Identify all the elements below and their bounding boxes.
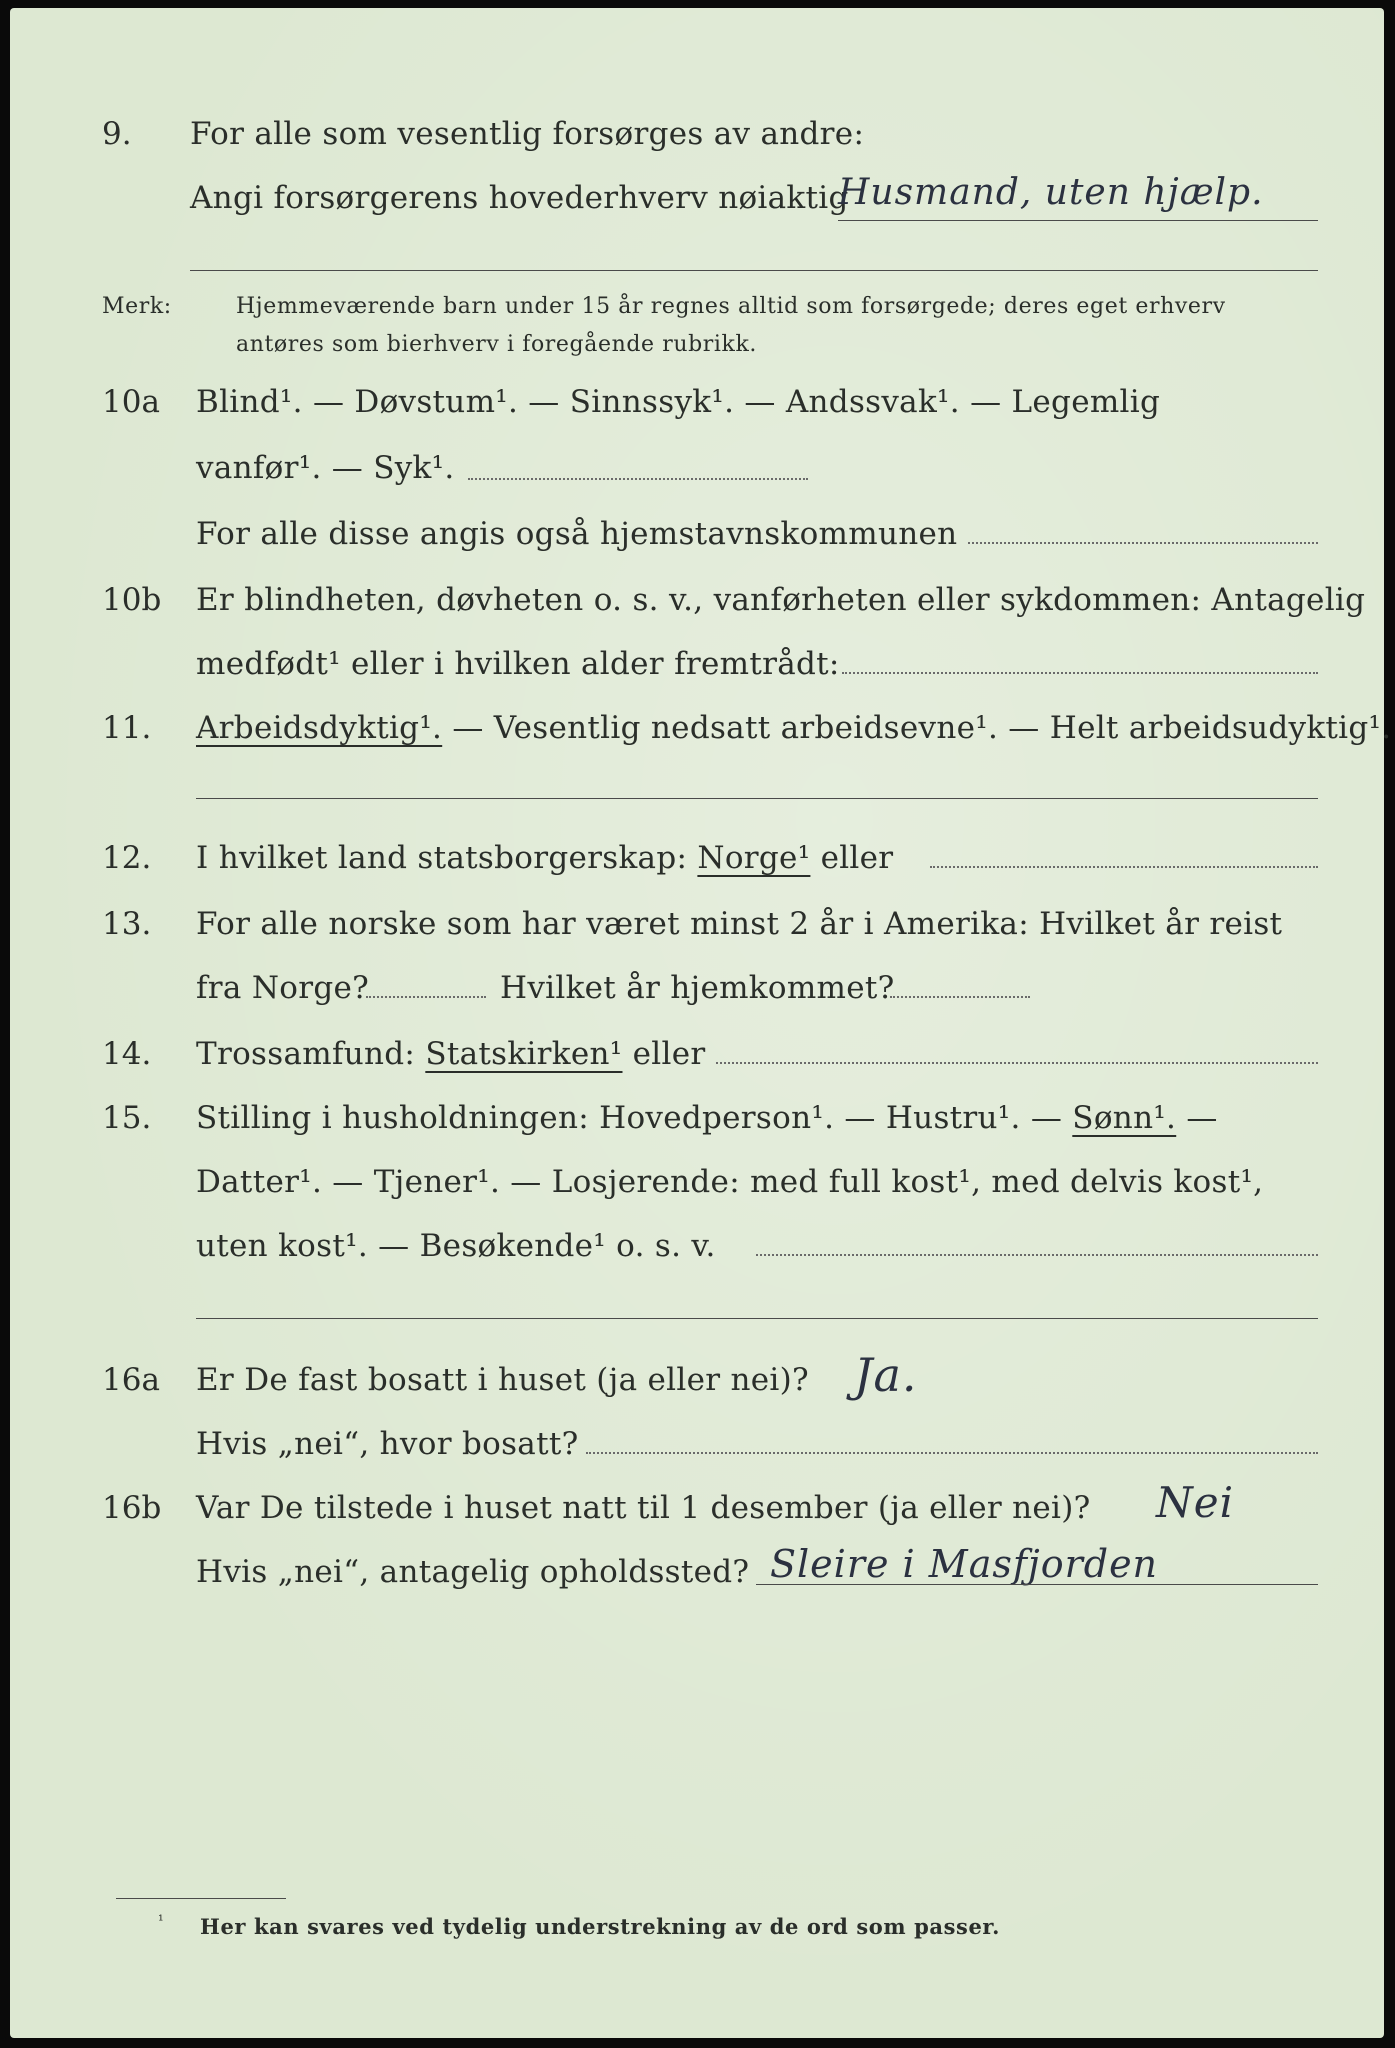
q15-line1-start: Stilling i husholdningen: Hovedperson¹. — Hustru¹. —: [196, 1100, 1073, 1136]
q10b-line1: Er blindheten, døvheten o. s. v., vanførheten eller sykdommen: Antagelig: [196, 582, 1366, 618]
q10a-line2-dots: [468, 478, 808, 480]
q11-rest: — Vesentlig nedsatt arbeidsevne¹. — Helt arbeidsudyktig¹.: [442, 710, 1392, 746]
q13-line1: For alle norske som har været minst 2 år i Amerika: Hvilket år reist: [196, 906, 1283, 942]
q14-underlined-option: Statskirken¹: [425, 1036, 623, 1072]
q14-eller: eller: [622, 1036, 706, 1072]
q14-number: 14.: [102, 1036, 152, 1072]
q15-blank-line: [196, 1318, 1318, 1319]
footnote-rule: [116, 1898, 286, 1899]
q12-underlined-option: Norge¹: [697, 840, 811, 876]
q16a-line2: Hvis „nei“, hvor bosatt?: [196, 1426, 579, 1462]
q14-dots: [716, 1062, 1318, 1064]
q11-number: 11.: [102, 710, 152, 746]
q16a-line1: Er De fast bosatt i huset (ja eller nei)?: [196, 1362, 809, 1398]
q16b-line2: Hvis „nei“, antagelig opholdssted?: [196, 1554, 750, 1590]
q16b-number: 16b: [102, 1490, 162, 1526]
q9-answer-line: [838, 220, 1318, 221]
q16b-answer-line: [756, 1584, 1318, 1585]
q15-dots: [756, 1254, 1318, 1256]
q16b-handwritten-answer1: Nei: [1156, 1478, 1235, 1527]
q15-number: 15.: [102, 1100, 152, 1136]
q9-number: 9.: [102, 116, 132, 152]
merk-line2: antøres som bierhverv i foregående rubrikk.: [236, 332, 758, 357]
q13-line2a: fra Norge?: [196, 970, 370, 1006]
q12-eller: eller: [810, 840, 894, 876]
q15-line1: [196, 1100, 1218, 1136]
q16b-handwritten-answer2: Sleire i Masfjorden: [770, 1542, 1159, 1586]
q12-question: I hvilket land statsborgerskap:: [196, 840, 698, 876]
q13-number: 13.: [102, 906, 152, 942]
q10b-number: 10b: [102, 582, 162, 618]
q15-line3: uten kost¹. — Besøkende¹ o. s. v.: [196, 1228, 716, 1264]
q11-text: [196, 710, 1391, 746]
merk-line1: Hjemmeværende barn under 15 år regnes alltid som forsørgede; deres eget erhverv: [236, 294, 1226, 319]
q14-question: Trossamfund:: [196, 1036, 426, 1072]
q10b-line2: medfødt¹ eller i hvilken alder fremtrådt:: [196, 646, 840, 682]
q11-blank-line: [196, 798, 1318, 799]
footnote-text: Her kan svares ved tydelig understrekning av de ord som passer.: [200, 1914, 1001, 1939]
q10a-line2: vanfør¹. — Syk¹.: [196, 450, 455, 486]
q9-line2: Angi forsørgerens hovederhverv nøiaktig: [190, 180, 849, 216]
q15-line1-end: —: [1176, 1100, 1218, 1136]
q13-dots-a: [366, 996, 486, 998]
census-form-page: [10, 8, 1392, 2038]
q10a-line1: Blind¹. — Døvstum¹. — Sinnssyk¹. — Andssvak¹. — Legemlig: [196, 384, 1161, 420]
q12-dots: [930, 866, 1318, 868]
q15-underlined-option: Sønn¹.: [1072, 1100, 1177, 1136]
q16a-dots: [586, 1452, 1318, 1454]
q13-line2b: Hvilket år hjemkommet?: [500, 970, 895, 1006]
q10b-line2-dots: [842, 672, 1318, 674]
q9-handwritten-answer: Husmand, uten hjælp.: [838, 172, 1264, 213]
q12-text: [196, 840, 893, 876]
q10a-number: 10a: [102, 384, 160, 420]
q10a-line3-dots: [968, 542, 1318, 544]
q11-underlined-option: Arbeidsdyktig¹.: [196, 710, 443, 746]
q12-number: 12.: [102, 840, 152, 876]
q13-dots-b: [890, 996, 1030, 998]
q9-blank-line: [190, 270, 1318, 271]
q10a-line3: For alle disse angis også hjemstavnskommunen: [196, 516, 958, 552]
q16a-number: 16a: [102, 1362, 160, 1398]
footnote-mark: ¹: [158, 1913, 165, 1929]
q15-line2: Datter¹. — Tjener¹. — Losjerende: med full kost¹, med delvis kost¹,: [196, 1164, 1264, 1200]
q16b-line1: Var De tilstede i huset natt til 1 desember (ja eller nei)?: [196, 1490, 1091, 1526]
q9-line1: For alle som vesentlig forsørges av andre:: [190, 116, 865, 152]
q14-text: [196, 1036, 706, 1072]
q16a-handwritten-answer: Ja.: [854, 1348, 918, 1402]
merk-label: Merk:: [102, 294, 172, 319]
